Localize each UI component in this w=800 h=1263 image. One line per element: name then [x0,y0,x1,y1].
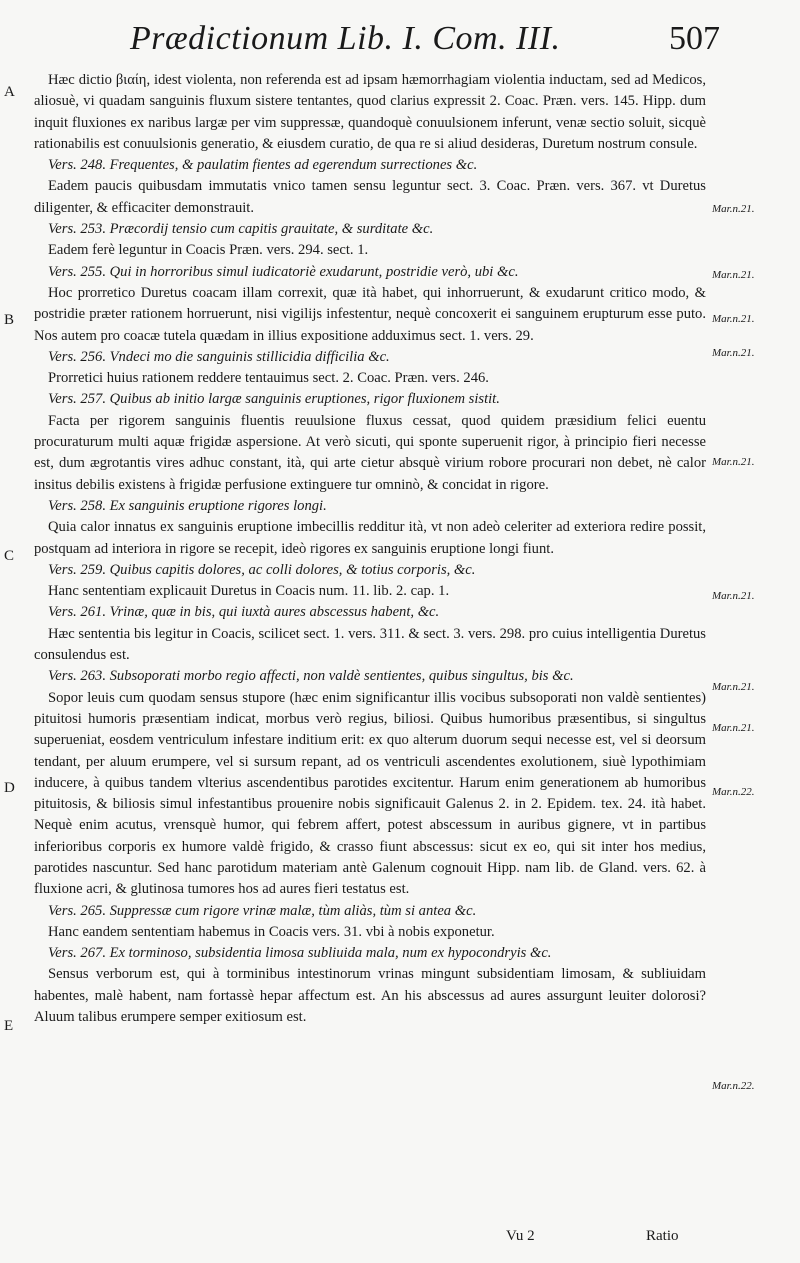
margin-letter-e: E [4,1018,14,1034]
verse-heading: Vers. 255. Qui in horroribus simul iudicatoriè exudarunt, postridie verò, ubi &c. [48,263,519,280]
margin-ref: Mar.n.22. [712,786,755,798]
margin-ref: Mar.n.21. [712,347,755,359]
margin-ref: Mar.n.21. [712,456,755,468]
page-number: 507 [669,20,720,57]
main-text [34,70,706,1028]
margin-letter-a: A [4,84,15,100]
margin-ref: Mar.n.21. [712,313,755,325]
signature-mark: Vu 2 [506,1228,535,1244]
margin-ref: Mar.n.21. [712,722,755,734]
margin-ref: Mar.n.21. [712,269,755,281]
running-title: Prædictionum Lib. I. Com. III. [130,20,561,57]
paragraph: Eadem ferè leguntur in Coacis Præn. vers. 294. sect. 1. [48,242,369,259]
verse-heading: Vers. 248. Frequentes, & paulatim fientes ad egerendum surrectiones &c. [48,157,478,174]
paragraph: Hanc sententiam explicauit Duretus in Coacis num. 11. lib. 2. cap. 1. [48,583,450,600]
verse-heading: Vers. 257. Quibus ab initio largæ sanguinis eruptiones, rigor fluxionem sistit. [48,391,500,408]
margin-ref: Mar.n.21. [712,203,755,215]
paragraph: Hæc dictio βιαίη, idest violenta, non referenda est ad ipsam hæmorrhagiam violentia inductam, sed ad Medicos, aliosuè, vi quadam sanguinis fluxum sistere tentantes, quod clarius expressit 2. Coac. Præn. vers. 145. Hipp. dum inquit fluxiones ex naribus largæ per vim suppressæ, quandoquè conuulsionem inferunt, venæ sectio soluit, sicquè rationabilis est conuulsionis generatio, & eiusdem curatio, de qua re si aliud desideras, Duretum nostrum consule. [34,72,706,152]
verse-heading: Vers. 267. Ex torminoso, subsidentia limosa subliuida mala, num ex hypocondryis &c. [48,945,552,962]
catchword: Ratio [646,1228,679,1244]
page-footer [34,1228,754,1252]
verse-heading: Vers. 256. Vndeci mo die sanguinis stillicidia difficilia &c. [48,348,390,365]
running-header [120,18,720,66]
verse-heading: Vers. 263. Subsoporati morbo regio affecti, non valdè sentientes, quibus singultus, bis &c. [48,668,574,685]
verse-heading: Vers. 265. Suppressæ cum rigore vrinæ malæ, tùm aliàs, tùm si antea &c. [48,902,477,919]
paragraph: Hanc eandem sententiam habemus in Coacis vers. 31. vbi à nobis exponetur. [48,923,495,940]
paragraph: Sopor leuis cum quodam sensus stupore (hæc enim significantur illis vocibus subsoporati non valdè sentientes) pituitosi humoris præsentiam indicat, morbus verò regius, biliosi. Quibus humoribus præsentibus, si singultus superueniat, eosdem ventriculum infestare inditium erit: ex quo alterum duorum sequi necesse est, vel si deorsum tendant, per aluum erumpere, vel si sursum repant, ad os ventriculi ascendentes exolutionem, siuè lypothimiam inducere, à quibus tandem vlterius ascendentibus parotides excitentur. Harum enim generationem ab humoribus pituitosis, & biliosis simul infestantibus prouenire nobis significauit Galenus 2. in 2. Epidem. tex. 24. ità habet. Nequè enim acutus, vrensquè humor, qui febrem affert, potest abscessum in auribus gignere, vt in partibus inferioribus corporis ex humore valdè frigido, & crasso fiunt abscessus: sicut ex eo, qui sit inter hos medius, parotides nascuntur. Sed hanc parotidum materiam antè Galenum cognouit Hipp. nam lib. de Gland. vers. 62. à fluxione acri, & glutinosa tumores hos ad aures fieri testatus est. [34,689,706,898]
margin-ref: Mar.n.21. [712,590,755,602]
margin-letter-d: D [4,780,15,796]
margin-ref: Mar.n.21. [712,681,755,693]
verse-heading: Vers. 259. Quibus capitis dolores, ac colli dolores, & totius corporis, &c. [48,561,476,578]
paragraph: Quia calor innatus ex sanguinis eruptione imbecillis redditur ità, vt non adeò celeriter ad exteriora redire possit, postquam ad interiora in rigore se recepit, ideò rigores ex sanguinis eruptione longi fiunt. [34,519,706,557]
margin-ref: Mar.n.22. [712,1080,755,1092]
paragraph: Hoc prorretico Duretus coacam illam correxit, quæ ità habet, qui inhorruerunt, & exudarunt critico modo, & postridie præter rationem horruerunt, nisi vigilijs infestentur, nequè concoxerit ei sanguinem erupturum esse puto. Nos autem pro coacæ tutela quædam in illius expositione adduximus sect. 1. vers. 29. [34,284,706,344]
verse-heading: Vers. 258. Ex sanguinis eruptione rigores longi. [48,497,327,514]
margin-letter-b: B [4,312,15,328]
paragraph: Hæc sententia bis legitur in Coacis, scilicet sect. 1. vers. 311. & sect. 3. vers. 298. pro cuius intelligentia Duretus consulendus est. [34,625,706,664]
paragraph: Facta per rigorem sanguinis fluentis reuulsione fluxus cessat, quod quidem præsidium felici euentu procuraturum multi aquæ frigidæ aspersione. At verò sicuti, qui sponte superuenit rigor, à principio fieri necesse est, dum ægrotantis vires adhuc constant, ità, qui arte cietur absquè virium robore procurari non debet, nè calor insitus debilis existens à frigidæ perfusione extinguere tur omninò, & concidat in rigore. [34,412,706,493]
paragraph: Sensus verborum est, qui à torminibus intestinorum vrinas mingunt subsidentiam limosam, & subliuidam habentes, malè habent, nam fortassè hepar affectum est. An his abscessus ad aures assurgunt leuiter dolorosi? Aluum talibus erumpere semper exitiosum est. [34,966,706,1026]
verse-heading: Vers. 253. Præcordij tensio cum capitis grauitate, & surditate &c. [48,221,434,238]
verse-heading: Vers. 261. Vrinæ, quæ in bis, qui iuxtà aures abscessus habent, &c. [48,604,440,621]
paragraph: Eadem paucis quibusdam immutatis vnico tamen sensu leguntur sect. 3. Coac. Præn. vers. 367. vt Duretus diligenter, & efficaciter demonstrauit. [34,178,706,216]
margin-letter-c: C [4,548,15,564]
paragraph: Prorretici huius rationem reddere tentauimus sect. 2. Coac. Præn. vers. 246. [48,370,489,387]
